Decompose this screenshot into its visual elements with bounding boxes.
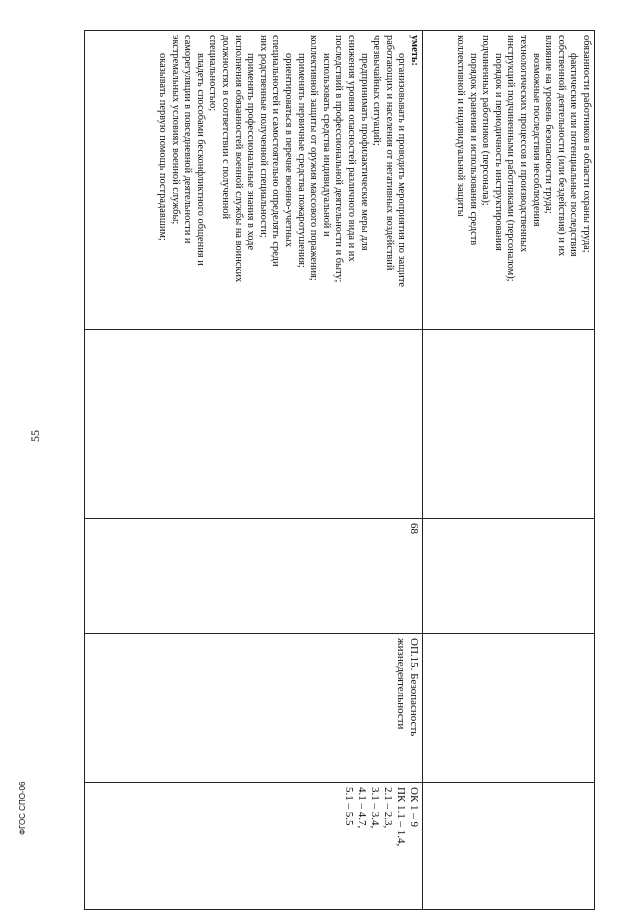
table-row — [85, 31, 423, 910]
knowledge-cell — [423, 31, 595, 330]
competency-cell — [85, 783, 423, 910]
text-line: должностях в соответствии с полученной — [220, 35, 232, 220]
text-line: порядок и периодичность инструктирования — [492, 53, 504, 251]
skills-cell — [85, 31, 423, 330]
empty-cell — [85, 330, 423, 519]
text-line: экстремальных условиях военной службы; — [169, 35, 181, 225]
empty-cell — [423, 330, 595, 519]
text-line: обязанности работников в области охраны труда; — [581, 35, 592, 253]
text-line: ориентироваться в перечне военно-учетных — [283, 53, 295, 248]
text-line: влияние на уровень безопасности труда; — [543, 35, 555, 214]
text-line: коллективной и индивидуальной защиты — [455, 35, 467, 217]
text-line: саморегуляции в повседневной деятельности и — [182, 35, 194, 244]
hours-cell: 68 — [85, 519, 423, 634]
text-line: специальностей и самостоятельно определять среди — [270, 35, 282, 267]
text-line: технологических процессов и производственных — [518, 35, 530, 253]
text-line: предпринимать профилактические меры для — [358, 53, 370, 251]
text-line: возможные последствия несоблюдения — [530, 53, 542, 227]
curriculum-table — [84, 30, 595, 910]
text-line: использовать средства индивидуальной и — [320, 53, 332, 237]
table-row — [423, 31, 595, 910]
text-line: подчиненных работников (персонала); — [480, 35, 492, 206]
rotated-table-container — [84, 30, 595, 864]
text-line: 2.1 – 2.3, — [382, 787, 394, 829]
text-line: фактические или потенциальные последствия — [568, 53, 580, 257]
text-line: исполнения обязанностей военной службы на воинских — [232, 35, 244, 283]
text-line: ОК 1 – 9 — [408, 787, 420, 828]
discipline-cell: ОП.15. Безопасность жизнедеятельности — [85, 634, 423, 783]
skills-lines — [156, 35, 408, 325]
text-line: них родственные полученной специальности; — [257, 35, 269, 238]
text-line: владеть способами бесконфликтного общения и — [194, 53, 206, 266]
competency-cell-empty — [423, 783, 595, 910]
text-line: специальностью; — [207, 35, 219, 112]
discipline-cell-empty — [423, 634, 595, 783]
text-line: организовывать и проводить мероприятия по защите — [396, 53, 408, 288]
text-line: оказывать первую помощь пострадавшим; — [157, 53, 169, 241]
text-line: 4.1 – 4.7, — [356, 787, 368, 829]
text-line: собственной деятельности (или бездействия) и их — [555, 35, 567, 257]
text-line: применять профессиональные знания в ходе — [245, 53, 257, 251]
footer-code: ФГОС СПО-06 — [18, 781, 27, 835]
text-line: 5.1 – 5.5 — [343, 787, 355, 826]
text-line: применять первичные средства пожаротушения; — [295, 53, 307, 268]
text-line: работающих и населения от негативных воздействий — [383, 35, 395, 271]
text-line: снижения уровня опасностей различного вида и их — [346, 35, 358, 262]
text-line: инструкций подчиненными работниками (персоналом); — [505, 35, 517, 282]
text-line: ПК 1.1 – 1.4, — [395, 787, 407, 847]
text-line: чрезвычайных ситуаций; — [371, 35, 383, 146]
text-line: 3.1 – 3.4, — [369, 787, 381, 829]
skills-header: уметь: — [409, 35, 420, 66]
text-line: последствий в профессиональной деятельности и быту; — [333, 35, 345, 283]
page-number: 55 — [28, 430, 42, 442]
hours-cell-empty — [423, 519, 595, 634]
text-line: коллективной защиты от оружия массового поражения; — [308, 35, 320, 281]
text-line: порядок хранения и использования средств — [467, 53, 479, 246]
